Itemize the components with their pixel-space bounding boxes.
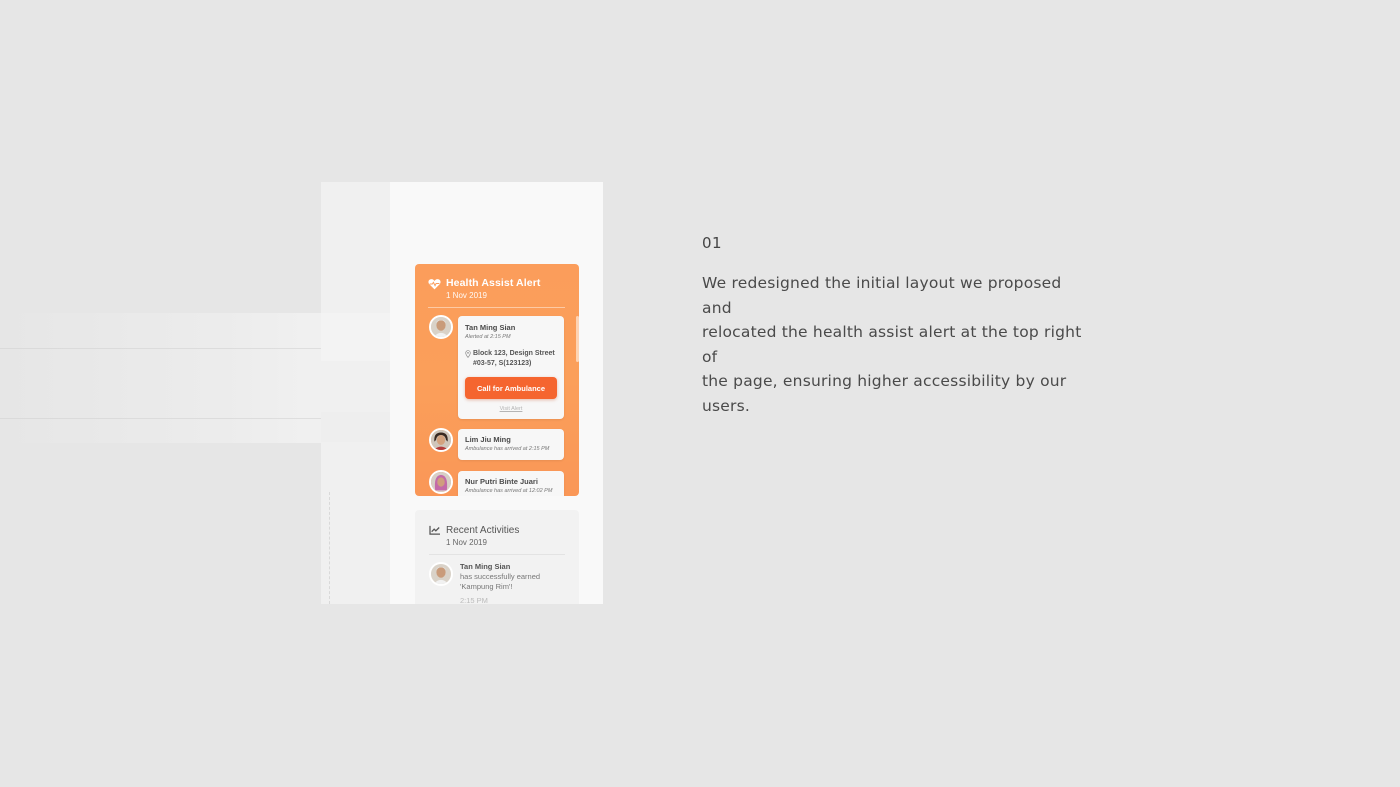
activity-desc-line-1: has successfully earned xyxy=(460,572,541,581)
elderly-man-avatar-icon xyxy=(431,564,451,584)
alert-title: Health Assist Alert xyxy=(446,277,541,289)
location-pin-icon xyxy=(465,350,471,358)
address-line-2: #03-57, S(123123) xyxy=(473,359,532,367)
avatar xyxy=(429,470,453,494)
mockup-panel xyxy=(321,313,390,361)
alert-entry[interactable] xyxy=(458,429,564,460)
recent-divider xyxy=(429,554,565,555)
faded-divider xyxy=(0,418,350,419)
mockup-left-column xyxy=(321,182,390,604)
description-text xyxy=(702,271,1092,418)
mockup-panel xyxy=(321,412,390,442)
description-line-3: the page, ensuring higher accessibility by our users. xyxy=(702,372,1067,415)
faded-background-panel xyxy=(0,313,367,443)
description-line-1: We redesigned the initial layout we proposed and xyxy=(702,274,1062,317)
heart-pulse-icon xyxy=(428,278,441,290)
recent-activity-item[interactable] xyxy=(460,562,570,591)
alert-entry[interactable] xyxy=(458,471,564,496)
mockup-dashed-guide xyxy=(329,492,330,604)
description-line-2: relocated the health assist alert at the top right of xyxy=(702,323,1082,366)
entry-name: Nur Putri Binte Juari xyxy=(465,477,538,486)
alert-date: 1 Nov 2019 xyxy=(446,291,487,300)
address-line-1: Block 123, Design Street xyxy=(473,350,555,357)
alert-divider xyxy=(428,307,565,308)
line-chart-icon xyxy=(429,525,441,535)
entry-status: Ambulance has arrived at 12:02 PM xyxy=(465,488,553,494)
avatar xyxy=(429,315,453,339)
entry-address xyxy=(465,349,557,368)
avatar xyxy=(429,428,453,452)
recent-activities-card xyxy=(415,510,579,604)
dashboard-mockup xyxy=(321,182,603,604)
call-ambulance-button[interactable]: Call for Ambulance xyxy=(465,377,557,399)
faded-divider xyxy=(0,348,350,349)
avatar xyxy=(429,562,453,586)
entry-status: Alerted at 2:15 PM xyxy=(465,334,511,340)
recent-date: 1 Nov 2019 xyxy=(446,538,487,547)
alert-header xyxy=(428,277,540,301)
elderly-woman-headscarf-avatar-icon xyxy=(431,472,451,492)
visit-alert-link[interactable]: Visit Alert xyxy=(499,406,523,412)
alert-entry-active[interactable] xyxy=(458,316,564,419)
elderly-man-avatar-icon xyxy=(431,317,451,337)
description-block xyxy=(702,234,1092,418)
recent-header xyxy=(429,524,519,548)
entry-status: Ambulance has arrived at 2:15 PM xyxy=(465,446,550,452)
activity-name: Tan Ming Sian xyxy=(460,562,511,571)
health-assist-alert-card xyxy=(415,264,579,496)
entry-name: Lim Jiu Ming xyxy=(465,435,511,444)
activity-desc-line-2: 'Kampung Rim'! xyxy=(460,581,513,591)
recent-title: Recent Activities xyxy=(446,525,520,536)
activity-time: 2:15 PM xyxy=(460,596,488,604)
elderly-woman-avatar-icon xyxy=(431,430,451,450)
alert-scrollbar[interactable] xyxy=(576,316,579,362)
step-number: 01 xyxy=(702,234,723,252)
entry-name: Tan Ming Sian xyxy=(465,323,516,332)
